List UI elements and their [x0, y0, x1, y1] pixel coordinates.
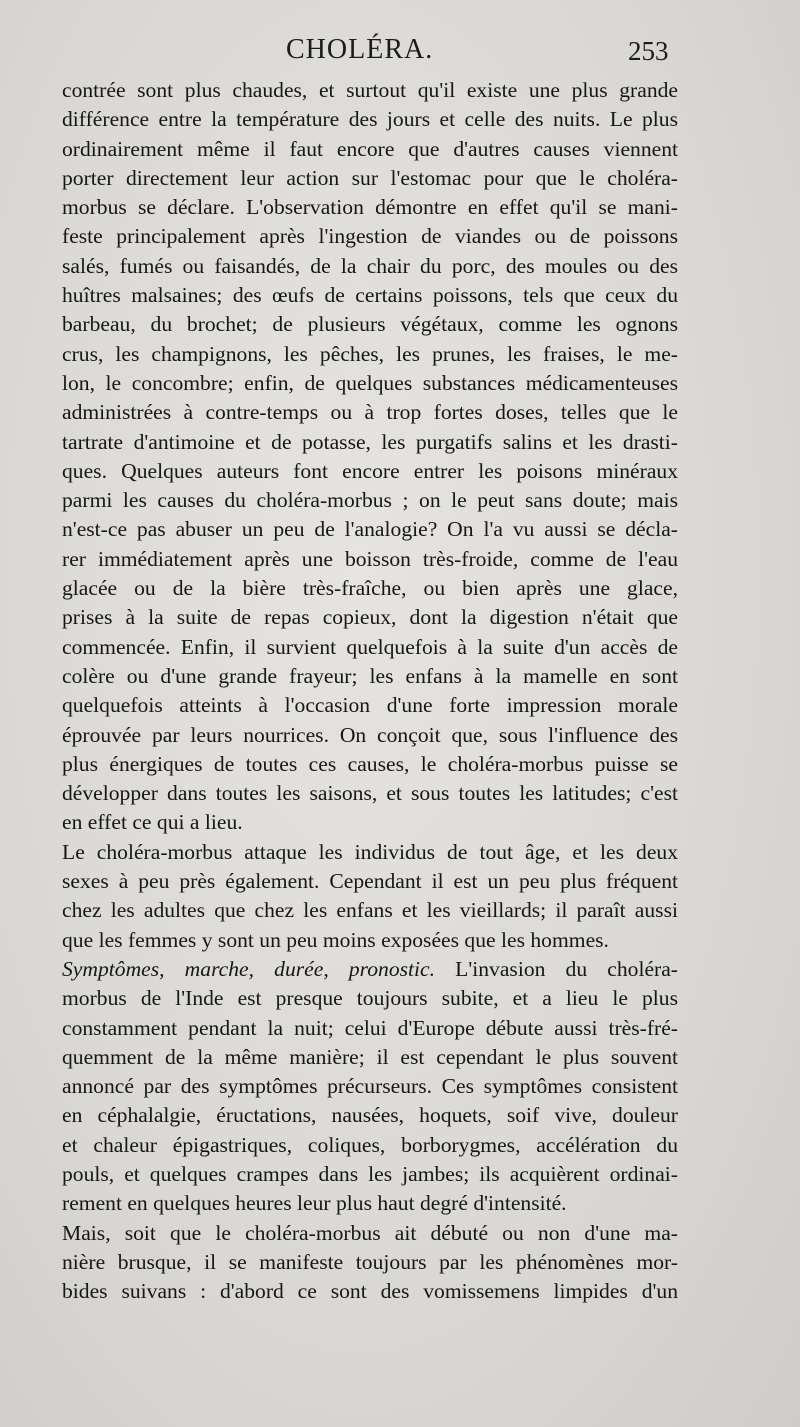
- text-line: prises à la suite de repas copieux, dont la digestion n'était que: [62, 605, 678, 630]
- text-line: nière brusque, il se manifeste toujours par les phénomènes mor-: [62, 1249, 678, 1274]
- body-text: [62, 76, 678, 1306]
- text-line: différence entre la température des jours et celle des nuits. Le plus: [62, 107, 678, 132]
- text-line: Mais, soit que le choléra-morbus ait débuté ou non d'une ma-: [62, 1220, 678, 1245]
- text-line: ordinairement même il faut encore que d'autres causes viennent: [62, 136, 678, 161]
- text-line: morbus se déclare. L'observation démontre en effet qu'il se mani-: [62, 195, 678, 220]
- text-line: annoncé par des symptômes précurseurs. Ces symptômes consistent: [62, 1074, 678, 1099]
- text-line: quelquefois atteints à l'occasion d'une forte impression morale: [62, 693, 678, 718]
- section-heading: Symptômes, marche, durée, pronostic.: [62, 956, 436, 981]
- text-line: tartrate d'antimoine et de potasse, les purgatifs salins et les drasti-: [62, 429, 678, 454]
- text-line: sexes à peu près également. Cependant il est un peu plus fréquent: [62, 869, 678, 894]
- text-line: plus énergiques de toutes ces causes, le choléra-morbus puisse se: [62, 751, 678, 776]
- text-line: en effet ce qui a lieu.: [62, 810, 243, 835]
- text-line: glacée ou de la bière très-fraîche, ou bien après une glace,: [62, 576, 678, 601]
- text-line: constamment pendant la nuit; celui d'Europe débute aussi très-fré-: [62, 1015, 678, 1040]
- text-line: Le choléra-morbus attaque les individus de tout âge, et les deux: [62, 839, 678, 864]
- page-number: 253: [628, 36, 669, 66]
- text-line: n'est-ce pas abuser un peu de l'analogie? On l'a vu aussi se décla-: [62, 517, 678, 542]
- text-line: développer dans toutes les saisons, et sous toutes les latitudes; c'est: [62, 781, 678, 806]
- text-line: morbus de l'Inde est presque toujours subite, et a lieu le plus: [62, 986, 678, 1011]
- text-line-rest: L'invasion du choléra-: [435, 956, 678, 981]
- text-line: contrée sont plus chaudes, et surtout qu'il existe une plus grande: [62, 78, 678, 102]
- text-line: administrées à contre-temps ou à trop fortes doses, telles que le: [62, 400, 678, 425]
- text-line: porter directement leur action sur l'estomac pour que le choléra-: [62, 165, 678, 190]
- text-line: ques. Quelques auteurs font encore entrer les poisons minéraux: [62, 458, 678, 483]
- text-line: rer immédiatement après une boisson très-froide, comme de l'eau: [62, 546, 678, 571]
- text-line: éprouvée par leurs nourrices. On conçoit que, sous l'influence des: [62, 722, 678, 747]
- text-line: barbeau, du brochet; de plusieurs végétaux, comme les ognons: [62, 312, 678, 337]
- text-line: parmi les causes du choléra-morbus ; on le peut sans doute; mais: [62, 488, 678, 513]
- text-line: et chaleur épigastriques, coliques, borborygmes, accélération du: [62, 1132, 678, 1157]
- text-line: crus, les champignons, les pêches, les prunes, les fraises, le me-: [62, 341, 678, 366]
- text-line: [62, 955, 678, 984]
- text-line: que les femmes y sont un peu moins exposées que les hommes.: [62, 927, 609, 952]
- text-line: lon, le concombre; enfin, de quelques substances médicamenteuses: [62, 370, 678, 395]
- text-line: huîtres malsaines; des œufs de certains poissons, tels que ceux du: [62, 283, 678, 308]
- text-line: bides suivans : d'abord ce sont des vomissemens limpides d'un: [62, 1279, 678, 1304]
- page-header: [0, 34, 800, 74]
- text-line: rement en quelques heures leur plus haut degré d'intensité.: [62, 1191, 567, 1216]
- text-line: feste principalement après l'ingestion de viandes ou de poissons: [62, 224, 678, 249]
- text-line: salés, fumés ou faisandés, de la chair du porc, des moules ou des: [62, 253, 678, 278]
- text-line: commencée. Enfin, il survient quelquefois à la suite d'un accès de: [62, 634, 678, 659]
- running-head: CHOLÉRA.: [286, 34, 434, 65]
- text-line: chez les adultes que chez les enfans et les vieillards; il paraît aussi: [62, 898, 678, 923]
- text-line: en céphalalgie, éructations, nausées, hoquets, soif vive, douleur: [62, 1103, 678, 1128]
- text-line: quemment de la même manière; il est cependant le plus souvent: [62, 1044, 678, 1069]
- text-line: colère ou d'une grande frayeur; les enfans à la mamelle en sont: [62, 663, 678, 688]
- text-line: pouls, et quelques crampes dans les jambes; ils acquièrent ordinai-: [62, 1161, 678, 1186]
